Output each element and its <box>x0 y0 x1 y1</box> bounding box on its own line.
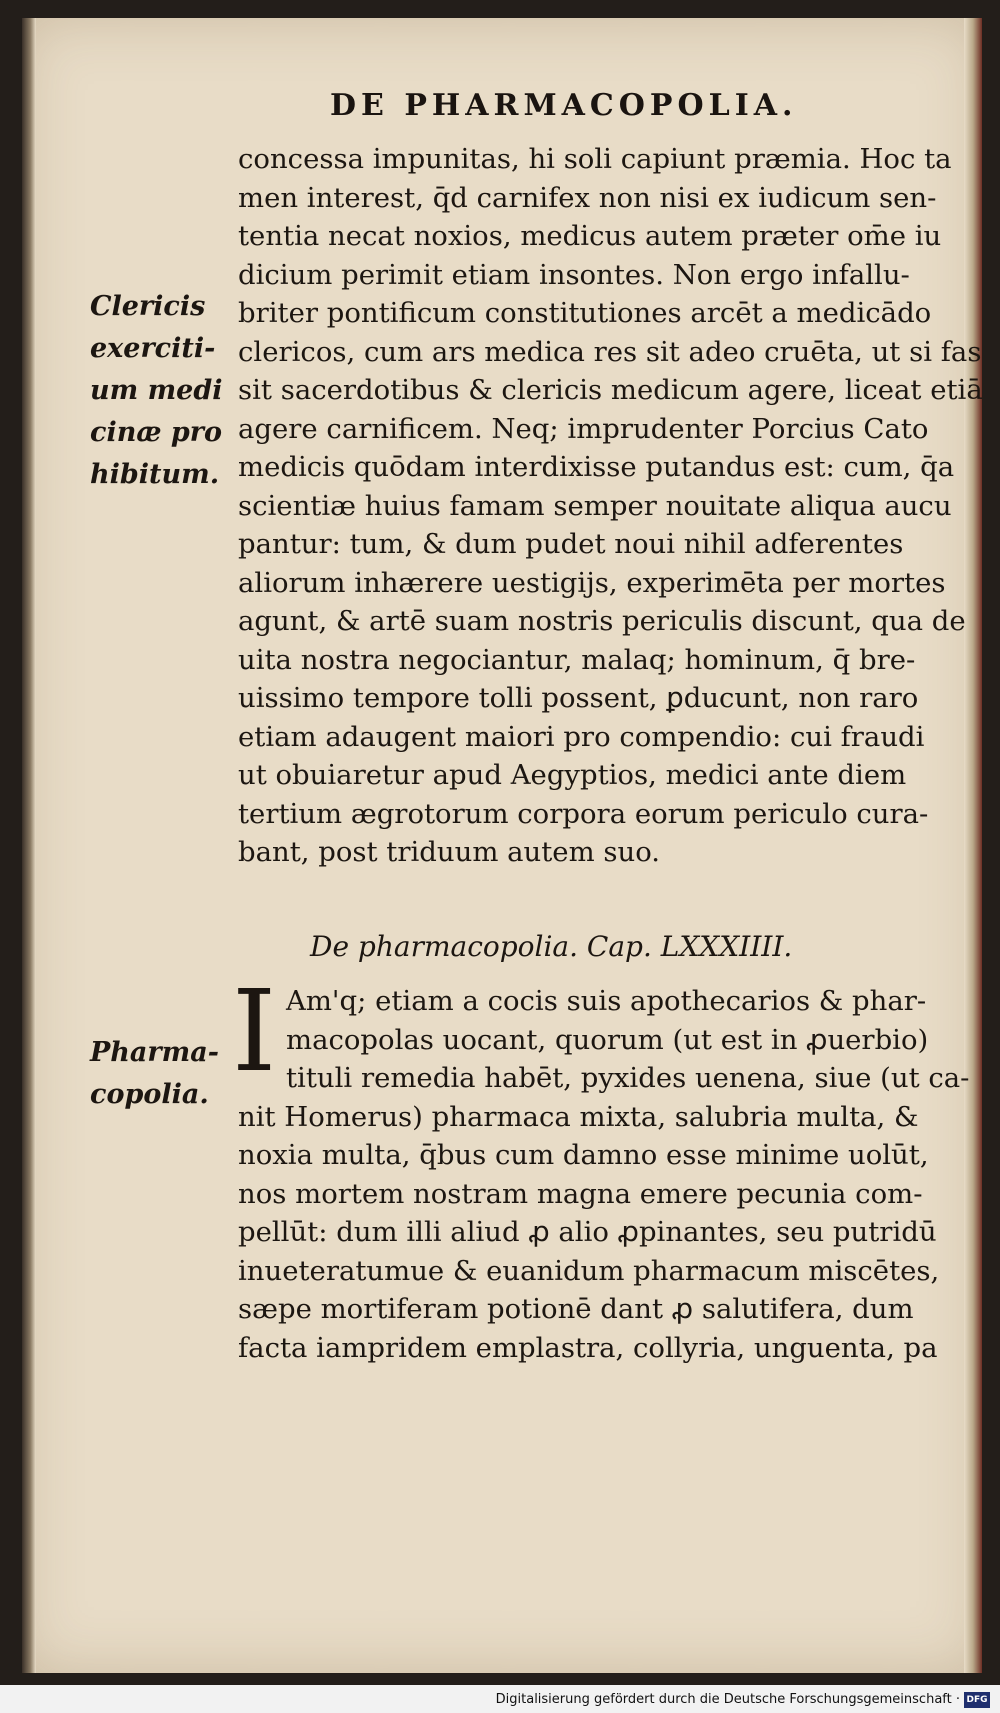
text-line: sæpe mortiferam potionē dant ꝓ salutifera, dum <box>238 1293 914 1325</box>
text-line: noxia multa, q̄bus cum damno esse minime uolūt, <box>238 1139 929 1171</box>
running-header: DE PHARMACOPOLIA. <box>330 88 798 123</box>
margin-note-line: cinæ pro <box>90 417 222 448</box>
text-line: scientiæ huius famam semper nouitate aliqua aucu <box>238 489 952 522</box>
text-line: bant, post triduum autem suo. <box>238 836 661 868</box>
text-line: tertium ægrotorum corpora eorum periculo cura- <box>238 797 929 830</box>
text-line: medicis quōdam interdixisse putandus est: cum, q̄a <box>238 451 955 483</box>
text-line: tituli remedia habēt, pyxides uenena, siue (ut ca- <box>286 1062 970 1094</box>
margin-note-line: exerciti- <box>90 333 216 364</box>
text-line: macopolas uocant, quorum (ut est in ꝓuerbio) <box>286 1023 929 1056</box>
margin-note-line: hibitum. <box>90 459 220 490</box>
text-line: dicium perimit etiam insontes. Non ergo infallu- <box>238 258 910 291</box>
text-line: pellūt: dum illi aliud ꝓ alio ꝓpinantes, seu putridū <box>238 1216 937 1248</box>
margin-note-line: Pharma- <box>90 1037 219 1068</box>
text-line: nos mortem nostram magna emere pecunia com- <box>238 1177 923 1210</box>
text-line: facta iampridem emplastra, collyria, unguenta, pa <box>238 1331 938 1364</box>
chapter-heading: De pharmacopolia. Cap. LXXXIIII. <box>310 930 793 963</box>
text-line: aliorum inhærere uestigijs, experimēta per mortes <box>238 566 946 599</box>
text-line: tentia necat noxios, medicus autem præter om̄e iu <box>238 220 942 252</box>
text-block-2 <box>238 982 988 1367</box>
footer-credit: Digitalisierung gefördert durch die Deutsche Forschungsgemeinschaft · <box>495 1692 960 1707</box>
text-line: pantur: tum, & dum pudet noui nihil adferentes <box>238 528 904 560</box>
text-line: briter pontificum constitutiones arcēt a medicādo <box>238 297 932 329</box>
drop-cap: I <box>232 967 277 1097</box>
page-gutter <box>22 18 36 1673</box>
margin-note-line: copolia. <box>90 1079 209 1110</box>
text-line: nit Homerus) pharmaca mixta, salubria multa, & <box>238 1100 919 1133</box>
margin-note-line: um medi <box>90 375 223 406</box>
text-line: men interest, q̄d carnifex non nisi ex iudicum sen- <box>238 181 937 214</box>
text-line: concessa impunitas, hi soli capiunt præmia. Hoc ta <box>238 143 952 175</box>
text-line: agunt, & artē suam nostris periculis discunt, qua de <box>238 605 966 637</box>
text-line: etiam adaugent maiori pro compendio: cui fraudi <box>238 720 925 753</box>
text-line: ut obuiaretur apud Aegyptios, medici ante diem <box>238 759 907 791</box>
dfg-logo: DFG <box>964 1692 990 1708</box>
text-line: sit sacerdotibus & clericis medicum agere, liceat etiā <box>238 374 983 406</box>
text-block-1 <box>238 140 988 872</box>
footer-bar <box>0 1685 1000 1713</box>
text-line: clericos, cum ars medica res sit adeo cruēta, ut si fas <box>238 335 982 368</box>
margin-note-line: Clericis <box>90 291 206 322</box>
text-line: uissimo tempore tolli possent, ꝑducunt, non raro <box>238 682 919 714</box>
margin-note-clergy <box>90 286 230 496</box>
text-line: Am'q; etiam a cocis suis apothecarios & phar- <box>286 985 927 1017</box>
margin-note-pharmacopolia <box>90 1032 230 1116</box>
text-line: uita nostra negociantur, malaq; hominum, q̄ bre- <box>238 643 916 676</box>
text-line: inueteratumue & euanidum pharmacum miscētes, <box>238 1254 940 1287</box>
text-line: agere carnificem. Neq; imprudenter Porcius Cato <box>238 412 929 445</box>
